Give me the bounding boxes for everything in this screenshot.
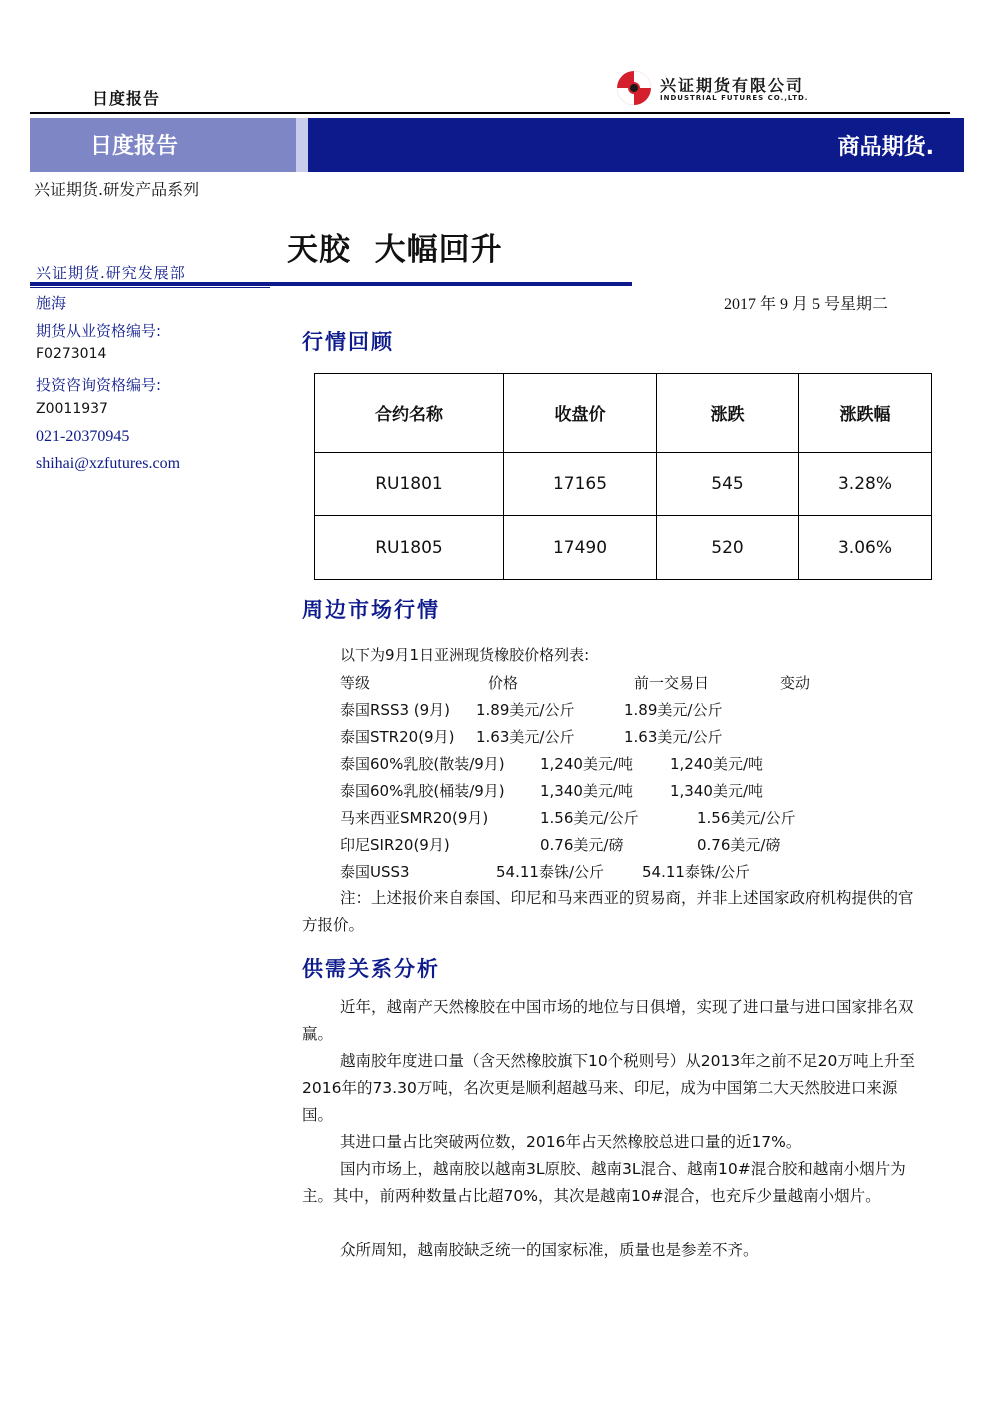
analysis-paragraph: 国内市场上，越南胶以越南3L原胶、越南3L混合、越南10#混合胶和越南小烟片为主。其中，前两种数量占比超70%，其次是越南10#混合，也充斥少量越南小烟片。: [302, 1160, 906, 1205]
spot-price: 1,240美元/吨: [540, 755, 633, 773]
quote-table: [314, 373, 932, 580]
spot-prev: 1,240美元/吨: [670, 755, 763, 773]
spot-grade: 泰国RSS3 (9月): [340, 701, 451, 719]
section-heading-peripheral: 周边市场行情: [302, 598, 440, 622]
license-value-2: Z0011937: [36, 401, 108, 417]
series-label: 兴证期货.研发产品系列: [34, 180, 200, 199]
spot-prev: 1.89美元/公斤: [624, 701, 723, 719]
spot-price: 1.89美元/公斤: [476, 701, 575, 719]
analysis-paragraph: 其进口量占比突破两位数，2016年占天然橡胶总进口量的近17%。: [340, 1133, 802, 1151]
spot-prev: 0.76美元/磅: [697, 836, 781, 854]
close-price-cell: 17165: [504, 452, 657, 516]
company-name-en: INDUSTRIAL FUTURES CO.,LTD.: [660, 94, 809, 102]
table-row: [315, 516, 932, 580]
banner-right: [308, 118, 964, 172]
table-header-row: [315, 374, 932, 453]
change-cell: 545: [657, 452, 799, 516]
license-value-1: F0273014: [36, 346, 107, 362]
spot-price: 54.11泰铢/公斤: [496, 863, 604, 881]
side-rule: [30, 287, 270, 288]
spot-header-change: 变动: [780, 674, 811, 692]
table-header-cell: 涨跌: [657, 374, 799, 453]
contract-cell: RU1801: [315, 452, 504, 516]
change-pct-cell: 3.06%: [799, 516, 932, 580]
spot-price: 1.63美元/公斤: [476, 728, 575, 746]
spot-grade: 马来西亚SMR20(9月): [340, 809, 489, 827]
banner-divider: [296, 118, 308, 172]
license-label-2: 投资咨询资格编号:: [36, 376, 162, 394]
company-name-cn: 兴证期货有限公司: [660, 76, 805, 95]
section-heading-supply-demand: 供需关系分析: [302, 957, 440, 981]
header-rule: [30, 112, 950, 114]
analysis-paragraph: 近年，越南产天然橡胶在中国市场的地位与日俱增，实现了进口量与进口国家排名双赢。: [302, 998, 914, 1043]
section-heading-review: 行情回顾: [302, 330, 394, 354]
report-title: 天胶 大幅回升: [287, 232, 503, 268]
table-header-cell: 收盘价: [504, 374, 657, 453]
analysis-paragraph: 越南胶年度进口量（含天然橡胶旗下10个税则号）从2013年之前不足20万吨上升至2016年的73.30万吨，名次更是顺利超越马来、印尼，成为中国第二大天然胶进口来源国。: [302, 1052, 915, 1124]
report-type-label: 日度报告: [92, 89, 161, 108]
spot-grade: 泰国USS3: [340, 863, 410, 881]
banner-left-label: 日度报告: [90, 134, 179, 159]
change-cell: 520: [657, 516, 799, 580]
spot-prev: 1.56美元/公斤: [697, 809, 796, 827]
department: 兴证期货.研究发展部: [36, 264, 186, 282]
table-row: [315, 452, 932, 516]
banner-right-label: 商品期货.: [837, 135, 934, 160]
spot-grade: 印尼SIR20(9月): [340, 836, 450, 854]
spot-grade: 泰国60%乳胶(散装/9月): [340, 755, 505, 773]
banner-left: [30, 118, 296, 172]
spot-header-prev: 前一交易日: [634, 674, 710, 692]
spot-prev: 54.11泰铢/公斤: [642, 863, 750, 881]
company-logo-icon: [614, 68, 656, 108]
close-price-cell: 17490: [504, 516, 657, 580]
spot-price: 0.76美元/磅: [540, 836, 624, 854]
report-date: 2017 年 9 月 5 号星期二: [724, 296, 889, 313]
analysis-paragraph: 众所周知，越南胶缺乏统一的国家标准，质量也是参差不齐。: [340, 1241, 759, 1259]
license-label-1: 期货从业资格编号:: [36, 322, 162, 340]
contract-cell: RU1805: [315, 516, 504, 580]
spot-grade: 泰国60%乳胶(桶装/9月): [340, 782, 505, 800]
analyst-name: 施海: [36, 294, 67, 312]
spot-prev: 1,340美元/吨: [670, 782, 763, 800]
spot-price: 1.56美元/公斤: [540, 809, 639, 827]
spot-intro: 以下为9月1日亚洲现货橡胶价格列表:: [340, 646, 590, 664]
spot-prev: 1.63美元/公斤: [624, 728, 723, 746]
spot-header-price: 价格: [488, 674, 519, 692]
spot-price: 1,340美元/吨: [540, 782, 633, 800]
spot-grade: 泰国STR20(9月): [340, 728, 455, 746]
table-header-cell: 涨跌幅: [799, 374, 932, 453]
spot-header-grade: 等级: [340, 674, 371, 692]
phone: 021-20370945: [36, 428, 130, 445]
email-link[interactable]: shihai@xzfutures.com: [36, 455, 181, 472]
spot-note: 注：上述报价来自泰国、印尼和马来西亚的贸易商，并非上述国家政府机构提供的官方报价。: [302, 889, 914, 934]
table-header-cell: 合约名称: [315, 374, 504, 453]
change-pct-cell: 3.28%: [799, 452, 932, 516]
